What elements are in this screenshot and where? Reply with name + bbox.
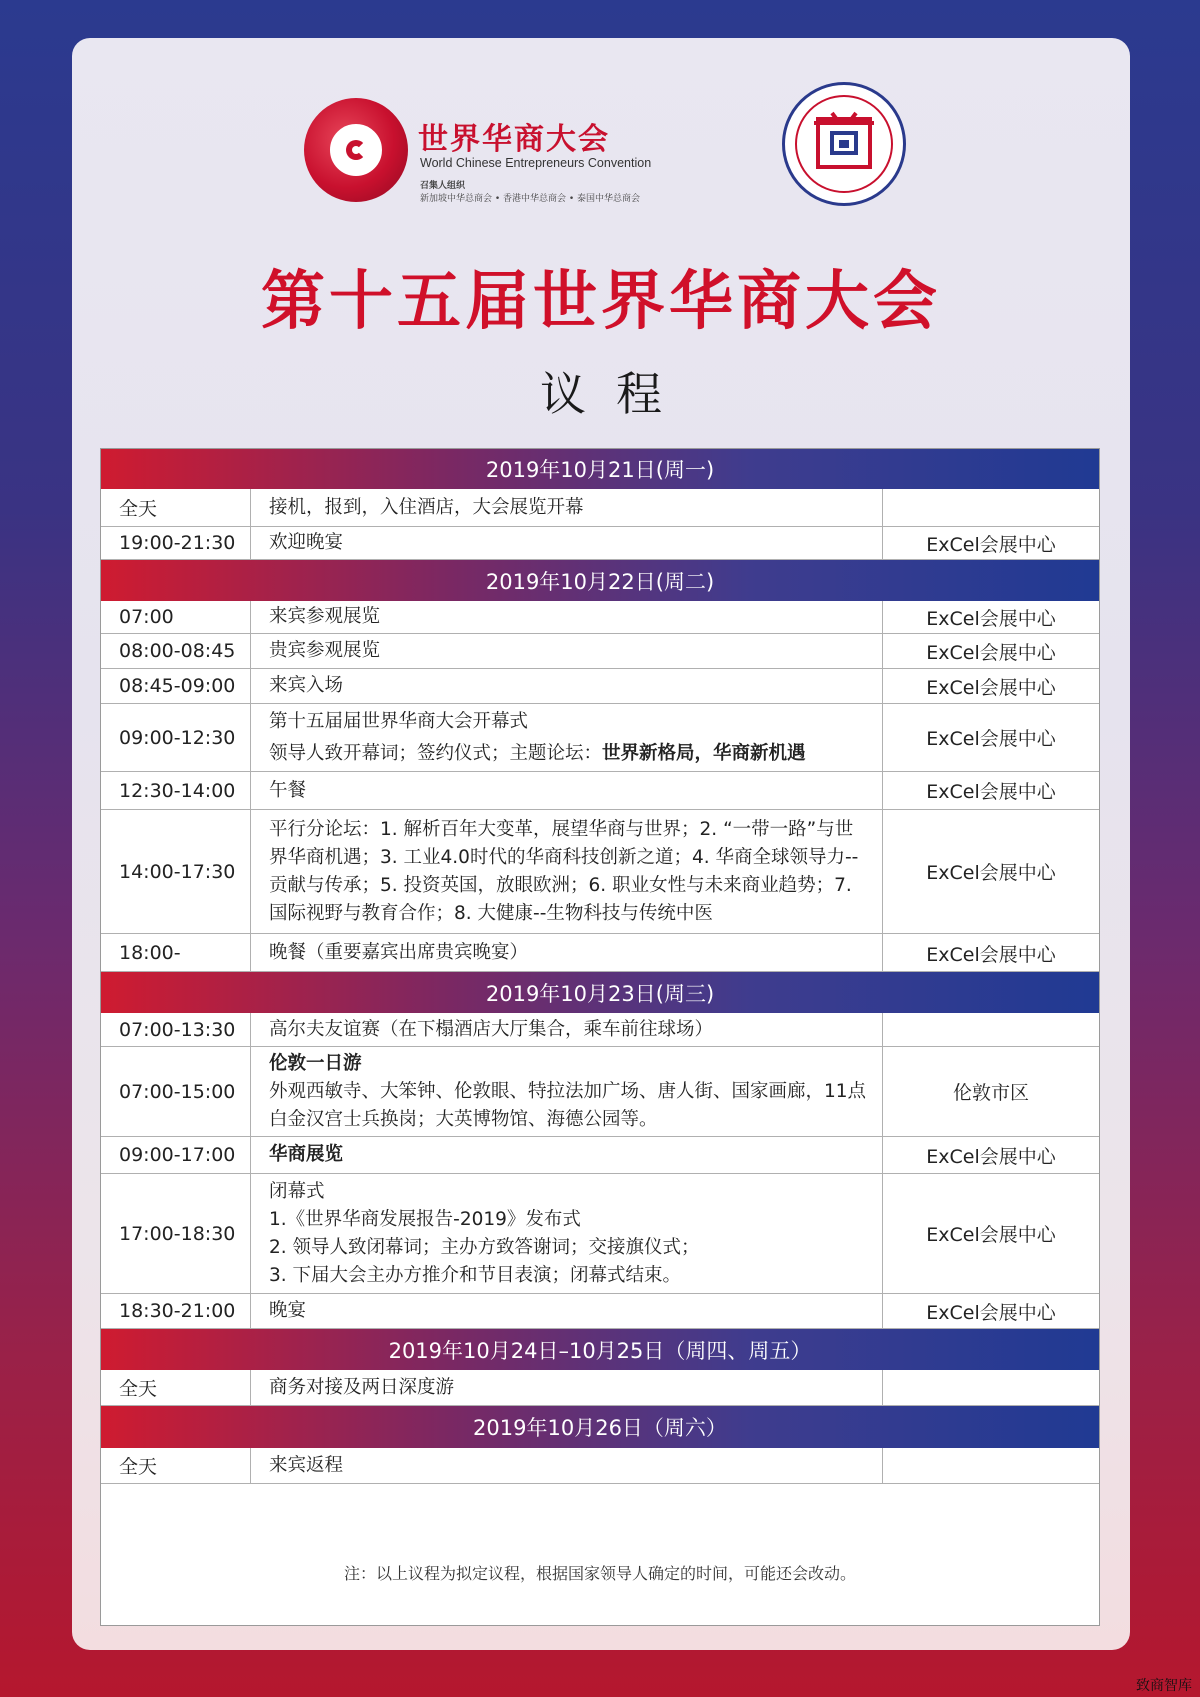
table-row: 18:00- 晚餐（重要嘉宾出席贵宾晚宴） ExCel会展中心 bbox=[101, 934, 1099, 972]
ukcba-seal-icon bbox=[812, 109, 876, 173]
wcec-name-en: World Chinese Entrepreneurs Convention bbox=[420, 156, 652, 170]
page-subtitle: 议程 bbox=[540, 367, 692, 421]
wcec-conveners: 新加坡中华总商会 • 香港中华总商会 • 泰国中华总商会 bbox=[420, 194, 641, 204]
table-row: 12:30-14:00 午餐 ExCel会展中心 bbox=[101, 772, 1099, 810]
footnote: 注：以上议程为拟定议程，根据国家领导人确定的时间，可能还会改动。 bbox=[343, 1564, 856, 1583]
wcec-convener-label: 召集人组织 bbox=[420, 181, 466, 191]
day-header: 2019年10月21日(周一) bbox=[101, 449, 1099, 489]
table-row: 07:00-15:00 伦敦一日游 外观西敏寺、大笨钟、伦敦眼、特拉法加广场、唐人街、国家画廊，11点白金汉宫士兵换岗；大英博物馆、海德公园等。 伦敦市区 bbox=[101, 1047, 1099, 1137]
table-row: 07:00 来宾参观展览 ExCel会展中心 bbox=[101, 601, 1099, 634]
table-row: 07:00-13:30 高尔夫友谊赛（在下榻酒店大厅集合，乘车前往球场） bbox=[101, 1013, 1099, 1047]
day-header: 2019年10月24日–10月25日（周四、周五） bbox=[101, 1329, 1099, 1370]
agenda-card bbox=[72, 38, 1130, 1650]
table-row: 08:45-09:00 来宾入场 ExCel会展中心 bbox=[101, 669, 1099, 704]
table-row: 18:30-21:00 晚宴 ExCel会展中心 bbox=[101, 1294, 1099, 1329]
table-row: 14:00-17:30 平行分论坛：1. 解析百年大变革，展望华商与世界；2. “一带一路”与世界华商机遇；3. 工业4.0时代的华商科技创新之道；4. 华商全球领导力--贡献与传承；5. 投资英国，放眼欧洲；6. 职业女性与未来商业趋势；7. 国际视野与教育合作；8. 大健康--生物科技与传统中医 ExCel会展中心 bbox=[101, 810, 1099, 934]
agenda-table bbox=[100, 448, 1100, 1626]
table-row: 17:00-18:30 闭幕式 1.《世界华商发展报告-2019》发布式 2. 领导人致闭幕词；主办方致答谢词；交接旗仪式； 3. 下届大会主办方推介和节目表演；闭幕式结束。 ExCel会展中心 bbox=[101, 1174, 1099, 1294]
table-row: 全天 来宾返程 bbox=[101, 1448, 1099, 1484]
table-row: 全天 接机，报到，入住酒店，大会展览开幕 bbox=[101, 489, 1099, 527]
table-row: 08:00-08:45 贵宾参观展览 ExCel会展中心 bbox=[101, 634, 1099, 669]
day-header: 2019年10月22日(周二) bbox=[101, 560, 1099, 601]
day-header: 2019年10月26日（周六） bbox=[101, 1406, 1099, 1448]
table-row: 19:00-21:30 欢迎晚宴 ExCel会展中心 bbox=[101, 527, 1099, 560]
day-header: 2019年10月23日(周三) bbox=[101, 972, 1099, 1013]
page-title: 第十五届世界华商大会 bbox=[261, 264, 941, 339]
ukcba-logo bbox=[782, 82, 906, 206]
wcec-emblem-icon bbox=[304, 98, 408, 202]
table-row: 09:00-17:00 华商展览 ExCel会展中心 bbox=[101, 1137, 1099, 1174]
wcec-logo bbox=[304, 98, 684, 208]
watermark: 致商智库 bbox=[1136, 1678, 1192, 1694]
table-row: 全天 商务对接及两日深度游 bbox=[101, 1370, 1099, 1406]
table-row: 09:00-12:30 第十五届届世界华商大会开幕式 领导人致开幕词；签约仪式；主题论坛：世界新格局，华商新机遇 ExCel会展中心 bbox=[101, 704, 1099, 772]
wcec-name-zh: 世界华商大会 bbox=[418, 122, 610, 157]
